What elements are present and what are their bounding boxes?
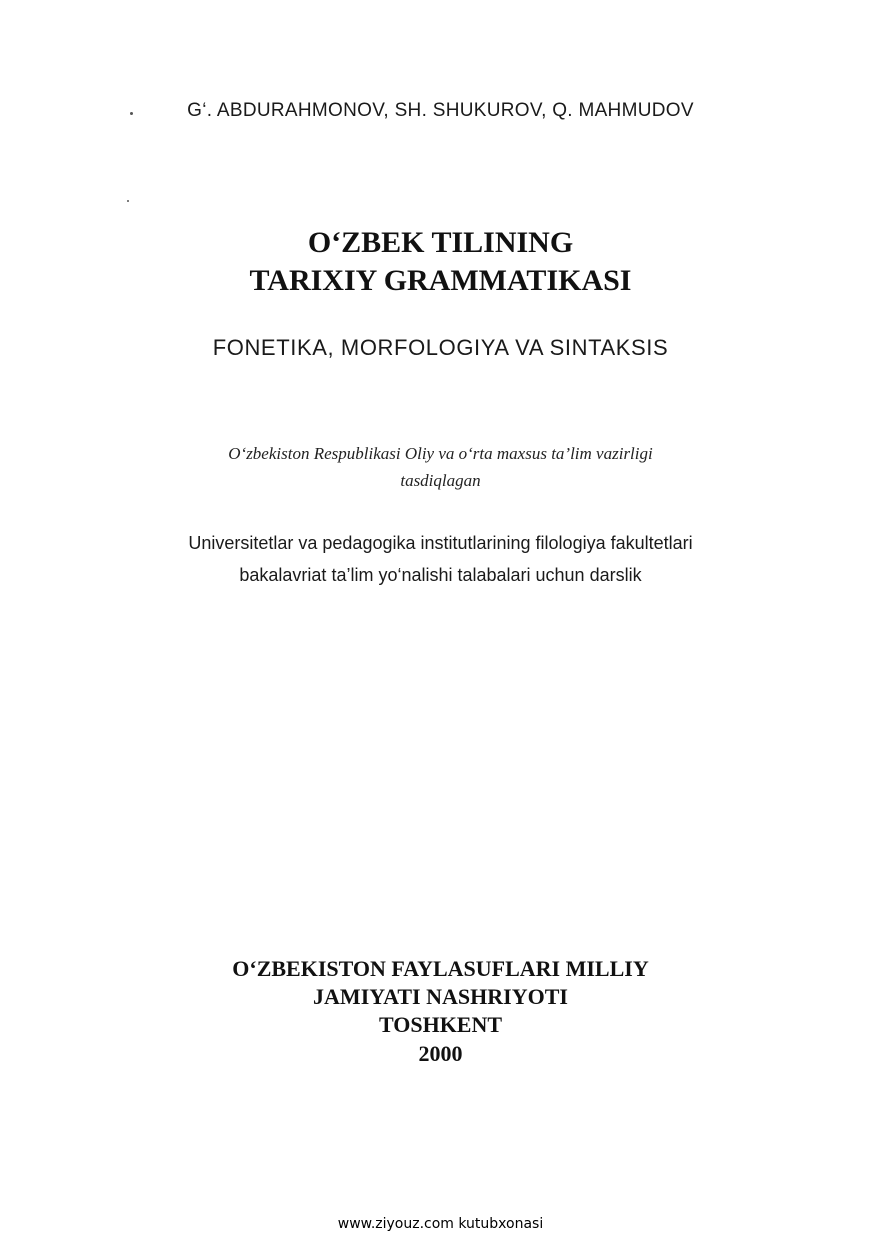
publisher-line: JAMIYATI NASHRIYOTI <box>313 984 568 1009</box>
book-title-line: TARIXIY GRAMMATIKASI <box>249 264 632 297</box>
library-watermark: www.ziyouz.com kutubxonasi <box>337 1216 544 1232</box>
book-subtitle: FONETIKA, MORFOLOGIYA VA SINTAKSIS <box>212 335 669 360</box>
publisher-city: TOSHKENT <box>378 1012 503 1037</box>
publisher-line: O‘ZBEKISTON FAYLASUFLARI MILLIY <box>232 956 649 981</box>
authors-line: G‘. ABDURAHMONOV, SH. SHUKUROV, Q. MAHMUDOV <box>187 100 694 121</box>
book-title-line: O‘ZBEK TILINING <box>307 226 574 259</box>
publisher-block <box>0 955 881 1039</box>
scan-speck <box>127 200 129 202</box>
publication-year: 2000 <box>418 1041 463 1066</box>
purpose-statement-line: Universitetlar va pedagogika institutlarining filologiya fakultetlari <box>188 533 693 553</box>
purpose-statement-line: bakalavriat ta’lim yo‘nalishi talabalari uchun darslik <box>239 565 642 585</box>
purpose-statement <box>0 527 881 591</box>
book-title <box>0 224 881 300</box>
approval-note-line: O‘zbekiston Respublikasi Oliy va o‘rta maxsus ta’lim vazirligi <box>228 444 653 463</box>
approval-note-line: tasdiqlagan <box>400 471 481 490</box>
approval-note <box>0 440 881 494</box>
